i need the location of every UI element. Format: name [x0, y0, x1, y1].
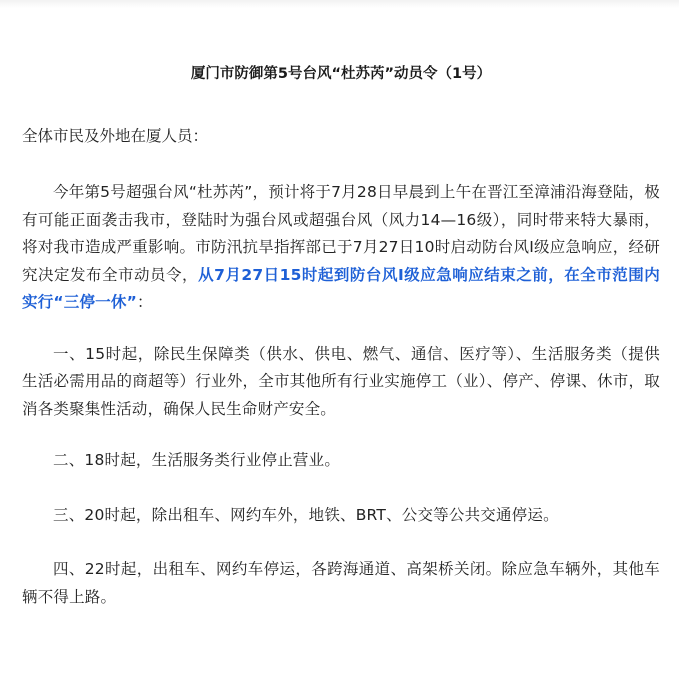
- item-paragraph-3: 三、20时起，除出租车、网约车外，地铁、BRT、公交等公共交通停运。: [53, 505, 559, 524]
- item-paragraph-2: 二、18时起，生活服务类行业停止营业。: [53, 451, 341, 469]
- item-paragraph-1: 一、15时起，除民生保障类（供水、供电、燃气、通信、医疗等）、生活服务类（提供生活必需用品的商超等）行业外，全市其他所有行业实施停工（业）、停产、停课、休市，取消各类聚集性活动，确保人民生命财产安全。: [22, 344, 660, 418]
- intro-tail: ：: [136, 293, 153, 311]
- item-paragraph-4: 四、22时起，出租车、网约车停运，各跨海通道、高架桥关闭。除应急车辆外，其他车辆不得上路。: [22, 560, 660, 606]
- greeting-line: 全体市民及外地在厦人员：: [22, 127, 209, 145]
- intro-text: 今年第5号超强台风“杜苏芮”，预计将于7月28日早晨到上午在晋江至漳浦沿海登陆，极有可能正面袭击我市，登陆时为强台风或超强台风（风力14—16级），同时带来特大暴雨，将对我市造成严重影响。市防汛抗旱指挥部已于7月27日10时启动防台风Ⅰ级应急响应，经研究决定发布全市动员令，: [22, 183, 660, 284]
- top-divider: [0, 0, 679, 8]
- article-title: 厦门市防御第5号台风“杜苏芮”动员令（1号）: [190, 66, 492, 82]
- intro-highlight: 从7月27日15时起到防台风Ⅰ级应急响应结束之前，在全市范围内实行“三停一休”: [22, 265, 660, 311]
- intro-paragraph: [22, 179, 660, 317]
- article-body: [22, 62, 660, 635]
